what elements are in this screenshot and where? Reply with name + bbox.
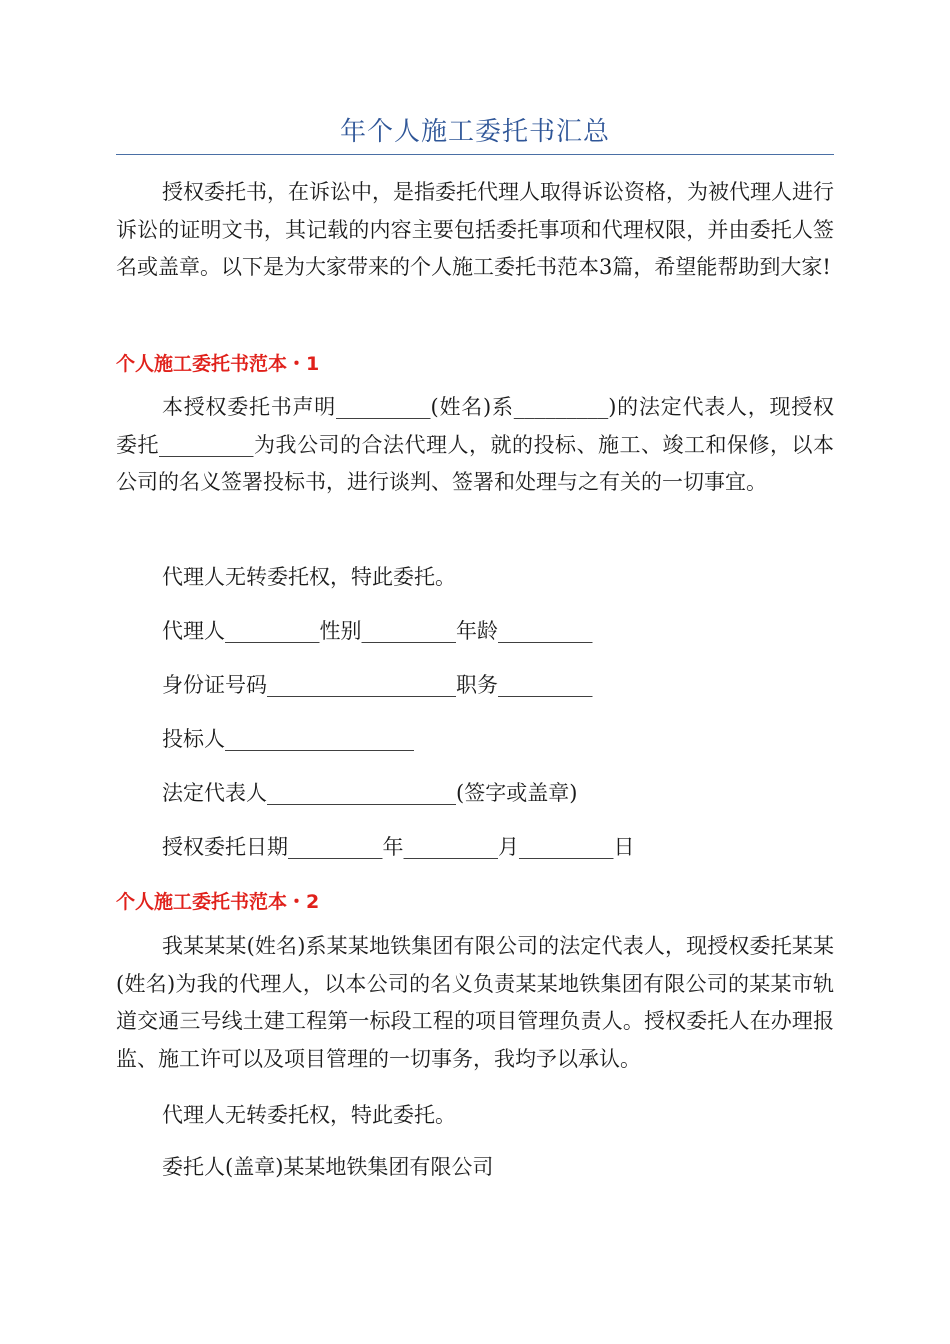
sample1-bidder-line: 投标人__________________ [162,727,414,751]
sample1-date-line: 授权委托日期_________年_________月_________日 [162,835,635,859]
sample1-no-transfer: 代理人无转委托权，特此委托。 [162,565,456,589]
sample1-heading: 个人施工委托书范本・1 [116,353,320,375]
document-title: 年个人施工委托书汇总 [339,117,610,147]
sample1-agent-line: 代理人_________性别_________年龄_________ [162,619,593,643]
sample1-legal-rep-line: 法定代表人__________________(签字或盖章) [162,781,578,805]
intro-paragraph: 授权委托书，在诉讼中，是指委托代理人取得诉讼资格，为被代理人进行诉讼的证明文书，其记载的内容主要包括委托事项和代理权限，并由委托人签名或盖章。以下是为大家带来的个人施工委托书范本3篇，希望能帮助到大家! [116,180,834,279]
sample2-heading: 个人施工委托书范本・2 [116,891,320,913]
sample2-body: 我某某某(姓名)系某某地铁集团有限公司的法定代表人，现授权委托某某(姓名)为我的代理人，以本公司的名义负责某某地铁集团有限公司的某某市轨道交通三号线土建工程第一标段工程的项目管理负责人。授权委托人在办理报监、施工许可以及项目管理的一切事务，我均予以承认。 [116,934,834,1071]
sample1-id-line: 身份证号码__________________职务_________ [162,673,593,697]
sample2-principal-line: 委托人(盖章)某某地铁集团有限公司 [162,1155,494,1179]
title-divider [116,154,834,155]
sample2-no-transfer: 代理人无转委托权，特此委托。 [162,1103,456,1127]
sample1-body: 本授权委托书声明_________(姓名)系_________)的法定代表人，现授权委托_________为我公司的合法代理人，就的投标、施工、竣工和保修，以本公司的名义签署投标书，进行谈判、签署和处理与之有关的一切事宜。 [116,395,834,494]
